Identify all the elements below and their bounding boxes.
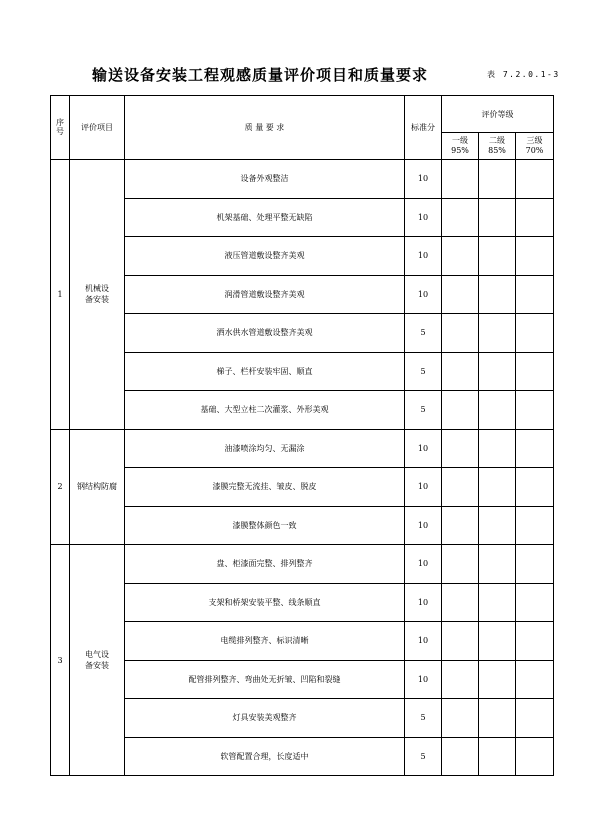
grade-cell-level-2[interactable] bbox=[479, 737, 516, 776]
score-cell: 10 bbox=[405, 583, 442, 622]
requirement-cell: 油漆喷涂均匀、无漏涂 bbox=[125, 429, 405, 468]
grade-cell-level-3[interactable] bbox=[516, 699, 554, 738]
table-row bbox=[51, 198, 554, 237]
grade-cell-level-3[interactable] bbox=[516, 314, 554, 353]
grade-cell-level-2[interactable] bbox=[479, 314, 516, 353]
group-seq: 3 bbox=[51, 545, 70, 776]
header-score: 标准分 bbox=[405, 96, 442, 160]
grade-cell-level-3[interactable] bbox=[516, 275, 554, 314]
grade-cell-level-1[interactable] bbox=[442, 275, 479, 314]
group-seq: 2 bbox=[51, 429, 70, 545]
requirement-cell: 电缆排列整齐、标识清晰 bbox=[125, 622, 405, 661]
score-cell: 10 bbox=[405, 275, 442, 314]
grade-cell-level-1[interactable] bbox=[442, 506, 479, 545]
score-cell: 10 bbox=[405, 468, 442, 507]
header-grade-group: 评价等级 bbox=[442, 96, 554, 133]
grade-cell-level-2[interactable] bbox=[479, 468, 516, 507]
table-row bbox=[51, 545, 554, 584]
table-row bbox=[51, 160, 554, 199]
table-row bbox=[51, 352, 554, 391]
grade-cell-level-3[interactable] bbox=[516, 737, 554, 776]
group-name bbox=[70, 429, 125, 545]
table-code: 表 7.2.0.1-3 bbox=[487, 70, 560, 79]
table-row bbox=[51, 622, 554, 661]
requirement-cell: 漆膜完整无流挂、皱皮、脱皮 bbox=[125, 468, 405, 507]
requirement-cell: 润滑管道敷设整齐美观 bbox=[125, 275, 405, 314]
grade-cell-level-2[interactable] bbox=[479, 198, 516, 237]
requirement-cell: 软管配置合理，长度适中 bbox=[125, 737, 405, 776]
requirement-cell: 洒水供水管道敷设整齐美观 bbox=[125, 314, 405, 353]
score-cell: 5 bbox=[405, 352, 442, 391]
grade-cell-level-3[interactable] bbox=[516, 583, 554, 622]
grade-cell-level-1[interactable] bbox=[442, 429, 479, 468]
header-level-1: 一级 95% bbox=[442, 133, 479, 160]
grade-cell-level-1[interactable] bbox=[442, 660, 479, 699]
grade-cell-level-1[interactable] bbox=[442, 622, 479, 661]
grade-cell-level-1[interactable] bbox=[442, 160, 479, 199]
grade-cell-level-3[interactable] bbox=[516, 198, 554, 237]
score-cell: 5 bbox=[405, 314, 442, 353]
score-cell: 5 bbox=[405, 737, 442, 776]
header-requirement: 质 量 要 求 bbox=[125, 96, 405, 160]
requirement-cell: 漆膜整体颜色一致 bbox=[125, 506, 405, 545]
table-row bbox=[51, 737, 554, 776]
requirement-cell: 梯子、栏杆安装牢固、顺直 bbox=[125, 352, 405, 391]
table-row bbox=[51, 391, 554, 430]
requirement-cell: 机架基础、处理平整无缺陷 bbox=[125, 198, 405, 237]
grade-cell-level-1[interactable] bbox=[442, 352, 479, 391]
requirement-cell: 设备外观整洁 bbox=[125, 160, 405, 199]
group-name bbox=[70, 545, 125, 776]
grade-cell-level-2[interactable] bbox=[479, 160, 516, 199]
grade-cell-level-2[interactable] bbox=[479, 622, 516, 661]
grade-cell-level-1[interactable] bbox=[442, 699, 479, 738]
requirement-cell: 液压管道敷设整齐美观 bbox=[125, 237, 405, 276]
grade-cell-level-2[interactable] bbox=[479, 506, 516, 545]
grade-cell-level-2[interactable] bbox=[479, 660, 516, 699]
table-row bbox=[51, 429, 554, 468]
group-name-line: 电气设 bbox=[85, 650, 109, 659]
grade-cell-level-1[interactable] bbox=[442, 545, 479, 584]
score-cell: 10 bbox=[405, 237, 442, 276]
grade-cell-level-2[interactable] bbox=[479, 391, 516, 430]
score-cell: 5 bbox=[405, 391, 442, 430]
score-cell: 10 bbox=[405, 622, 442, 661]
score-cell: 10 bbox=[405, 198, 442, 237]
score-cell: 10 bbox=[405, 545, 442, 584]
grade-cell-level-2[interactable] bbox=[479, 545, 516, 584]
table-row bbox=[51, 237, 554, 276]
group-name-line: 机械设 bbox=[85, 284, 109, 294]
header-seq: 序号 bbox=[51, 96, 70, 160]
requirement-cell: 基础、大型立柱二次灌浆、外形美观 bbox=[125, 391, 405, 430]
evaluation-table bbox=[50, 95, 554, 776]
header-level-2: 二级 85% bbox=[479, 133, 516, 160]
score-cell: 10 bbox=[405, 429, 442, 468]
requirement-cell: 配管排列整齐、弯曲处无折皱、凹陷和裂缝 bbox=[125, 660, 405, 699]
grade-cell-level-2[interactable] bbox=[479, 275, 516, 314]
requirement-cell: 盘、柜漆面完整、排列整齐 bbox=[125, 545, 405, 584]
grade-cell-level-1[interactable] bbox=[442, 314, 479, 353]
score-cell: 10 bbox=[405, 506, 442, 545]
table-row bbox=[51, 275, 554, 314]
score-cell: 10 bbox=[405, 160, 442, 199]
table-row bbox=[51, 506, 554, 545]
table-body bbox=[51, 160, 554, 776]
grade-cell-level-3[interactable] bbox=[516, 545, 554, 584]
grade-cell-level-3[interactable] bbox=[516, 622, 554, 661]
grade-cell-level-3[interactable] bbox=[516, 391, 554, 430]
grade-cell-level-1[interactable] bbox=[442, 737, 479, 776]
grade-cell-level-2[interactable] bbox=[479, 237, 516, 276]
grade-cell-level-2[interactable] bbox=[479, 699, 516, 738]
requirement-cell: 灯具安装美观整齐 bbox=[125, 699, 405, 738]
group-name-line: 备安装 bbox=[85, 661, 109, 670]
grade-cell-level-3[interactable] bbox=[516, 352, 554, 391]
grade-cell-level-3[interactable] bbox=[516, 160, 554, 199]
grade-cell-level-3[interactable] bbox=[516, 468, 554, 507]
table-row bbox=[51, 583, 554, 622]
grade-cell-level-3[interactable] bbox=[516, 660, 554, 699]
score-cell: 5 bbox=[405, 699, 442, 738]
grade-cell-level-3[interactable] bbox=[516, 237, 554, 276]
table-row bbox=[51, 314, 554, 353]
grade-cell-level-3[interactable] bbox=[516, 506, 554, 545]
header-item: 评价项目 bbox=[70, 96, 125, 160]
table-row bbox=[51, 660, 554, 699]
page-title: 输送设备安装工程观感质量评价项目和质量要求 bbox=[92, 66, 429, 84]
requirement-cell: 支架和桥架安装平整、线条顺直 bbox=[125, 583, 405, 622]
group-name bbox=[70, 160, 125, 430]
table-row bbox=[51, 699, 554, 738]
grade-cell-level-2[interactable] bbox=[479, 352, 516, 391]
grade-cell-level-1[interactable] bbox=[442, 468, 479, 507]
grade-cell-level-1[interactable] bbox=[442, 391, 479, 430]
group-seq: 1 bbox=[51, 160, 70, 430]
score-cell: 10 bbox=[405, 660, 442, 699]
grade-cell-level-1[interactable] bbox=[442, 198, 479, 237]
group-name-line: 钢结构防腐 bbox=[77, 482, 117, 492]
grade-cell-level-3[interactable] bbox=[516, 429, 554, 468]
header-level-3: 三级 70% bbox=[516, 133, 554, 160]
grade-cell-level-1[interactable] bbox=[442, 583, 479, 622]
grade-cell-level-2[interactable] bbox=[479, 583, 516, 622]
grade-cell-level-1[interactable] bbox=[442, 237, 479, 276]
grade-cell-level-2[interactable] bbox=[479, 429, 516, 468]
table-row bbox=[51, 468, 554, 507]
group-name-line: 备安装 bbox=[85, 295, 109, 305]
